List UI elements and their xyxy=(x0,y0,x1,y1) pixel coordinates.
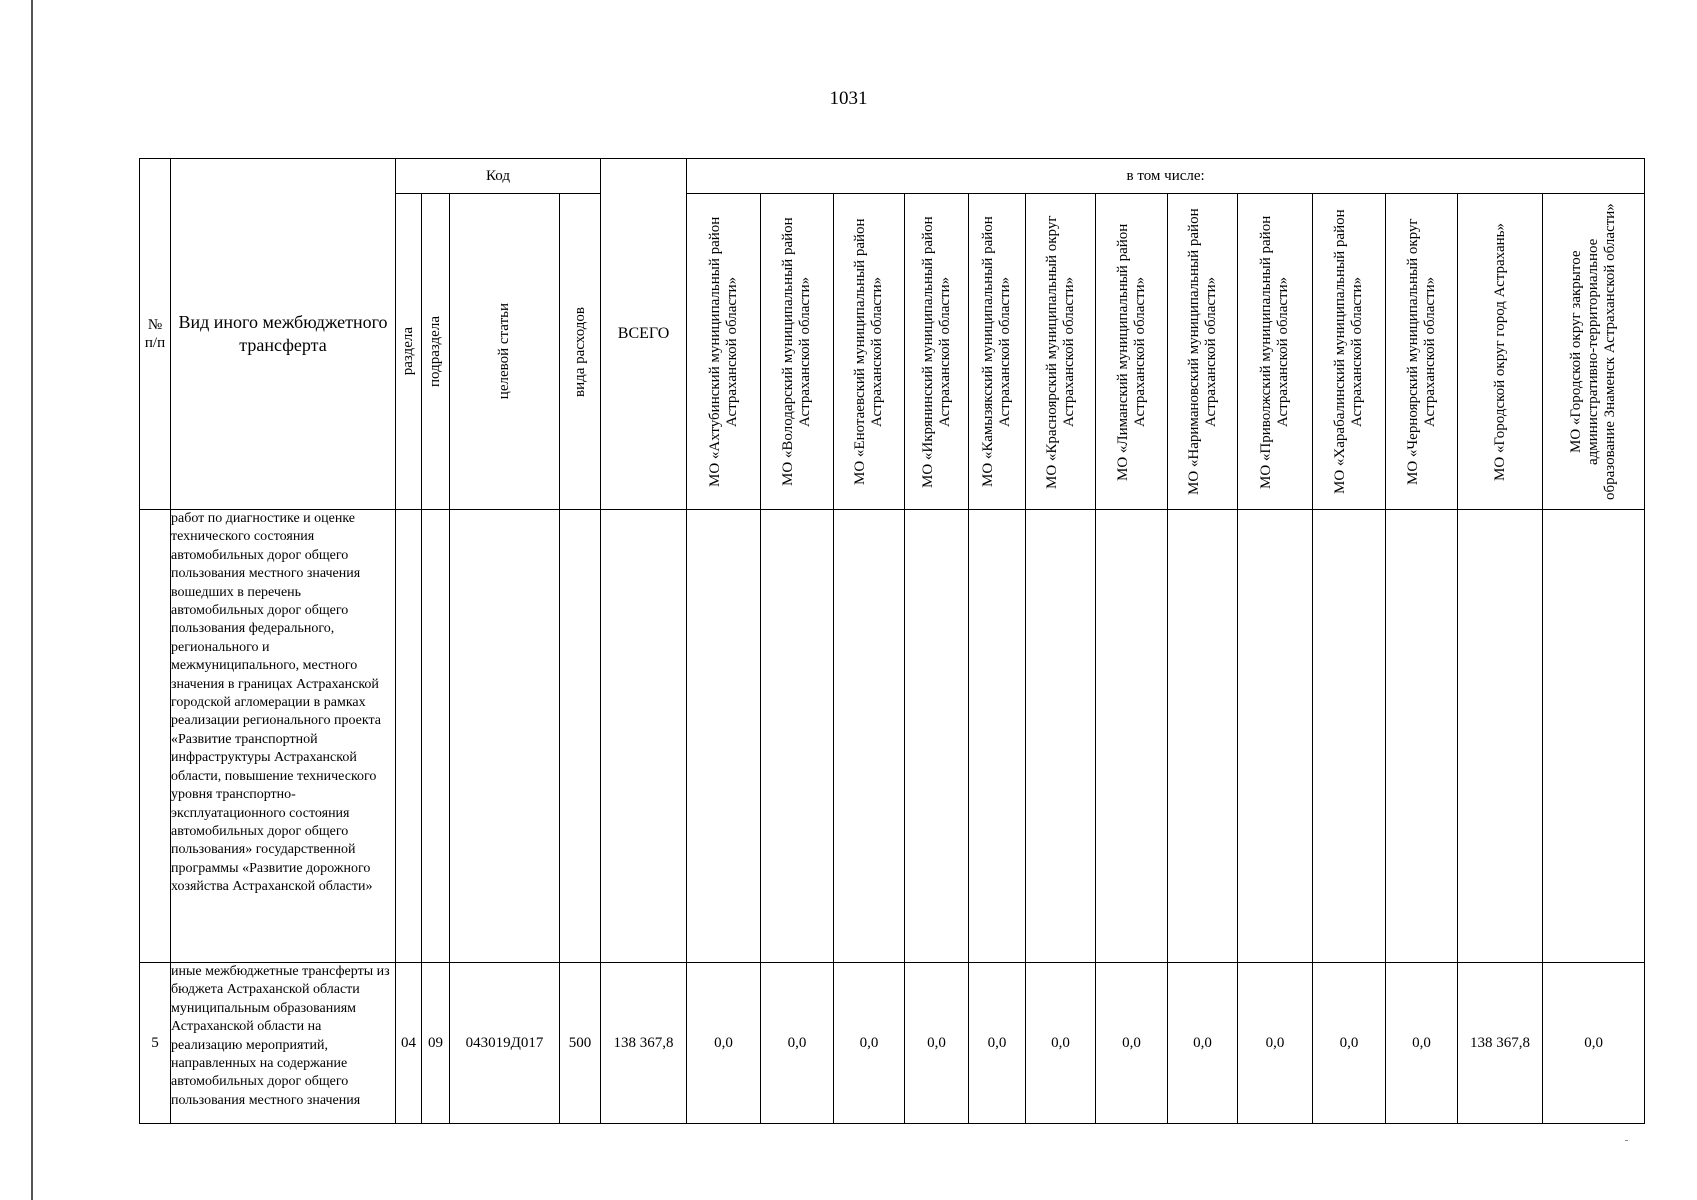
row-expense-type xyxy=(560,510,601,963)
row-value: 0,0 xyxy=(1168,963,1238,1124)
header-municipality: МО «Икрянинский муниципальный район Астраханской области» xyxy=(905,194,969,510)
header-code-subsection: подраздела xyxy=(422,194,450,510)
header-municipality: МО «Камызякский муниципальный район Астраханской области» xyxy=(969,194,1026,510)
row-value xyxy=(687,510,761,963)
row-value: 0,0 xyxy=(761,963,834,1124)
scan-mark xyxy=(1625,1140,1628,1141)
table-row xyxy=(140,510,1645,963)
row-value: 0,0 xyxy=(1313,963,1386,1124)
header-including: в том числе: xyxy=(687,159,1645,194)
header-municipality: МО «Приволжский муниципальный район Астраханской области» xyxy=(1238,194,1313,510)
header-total: ВСЕГО xyxy=(601,159,687,510)
row-value xyxy=(1238,510,1313,963)
row-value xyxy=(1386,510,1458,963)
row-value xyxy=(969,510,1026,963)
row-value: 0,0 xyxy=(1238,963,1313,1124)
header-municipality: МО «Наримановский муниципальный район Астраханской области» xyxy=(1168,194,1238,510)
row-target: 043019Д017 xyxy=(450,963,560,1124)
row-num xyxy=(140,510,171,963)
row-transfer-kind: работ по диагностике и оценке технического состояния автомобильных дорог общего пользования местного значения вошедших в перечень автомобильных дорог общего пользования федерального, регионального и межмуниципального, местного значения в границах Астраханской городской агломерации в рамках реализации регионального проекта «Развитие транспортной инфраструктуры Астраханской области, повышение технического уровня транспортно-эксплуатационного состояния автомобильных дорог общего пользования» государственной программы «Развитие дорожного хозяйства Астраханской области» xyxy=(171,510,396,963)
row-value: 138 367,8 xyxy=(1458,963,1543,1124)
header-municipality: МО «Ахтубинский муниципальный район Астраханской области» xyxy=(687,194,761,510)
row-transfer-kind: иные межбюджетные трансферты из бюджета Астраханской области муниципальным образованиям Астраханской области на реализацию мероприятий, направленных на содержание автомобильных дорог общего пользования местного значения xyxy=(171,963,396,1124)
header-code-section: раздела xyxy=(396,194,422,510)
row-subsection: 09 xyxy=(422,963,450,1124)
row-value: 0,0 xyxy=(969,963,1026,1124)
row-value xyxy=(1026,510,1096,963)
row-value xyxy=(761,510,834,963)
header-transfer-kind: Вид иного межбюджетного трансферта xyxy=(171,159,396,510)
row-total: 138 367,8 xyxy=(601,963,687,1124)
row-value xyxy=(1458,510,1543,963)
header-num: № п/п xyxy=(140,159,171,510)
row-num: 5 xyxy=(140,963,171,1124)
page-number: 1031 xyxy=(829,88,868,109)
row-value xyxy=(1168,510,1238,963)
header-code-expense-type: вида расходов xyxy=(560,194,601,510)
header-municipality: МО «Красноярский муниципальный округ Астраханской области» xyxy=(1026,194,1096,510)
row-value xyxy=(905,510,969,963)
row-value: 0,0 xyxy=(1096,963,1168,1124)
row-expense-type: 500 xyxy=(560,963,601,1124)
row-section: 04 xyxy=(396,963,422,1124)
header-municipality: МО «Черноярский муниципальный округ Астраханской области» xyxy=(1386,194,1458,510)
row-target xyxy=(450,510,560,963)
header-municipality: МО «Городской округ закрытое административно-территориальное образование Знаменск Астраханской области» xyxy=(1543,194,1645,510)
header-municipality: МО «Городской округ город Астрахань» xyxy=(1458,194,1543,510)
row-total xyxy=(601,510,687,963)
header-municipality: МО «Володарский муниципальный район Астраханской области» xyxy=(761,194,834,510)
header-code-target: целевой статьи xyxy=(450,194,560,510)
header-row-top xyxy=(140,159,1645,194)
row-subsection xyxy=(422,510,450,963)
row-value: 0,0 xyxy=(1543,963,1645,1124)
header-municipality: МО «Харабалинский муниципальный район Астраханской области» xyxy=(1313,194,1386,510)
row-value xyxy=(834,510,905,963)
row-value xyxy=(1313,510,1386,963)
row-value xyxy=(1096,510,1168,963)
header-code-group: Код xyxy=(396,159,601,194)
table-row xyxy=(140,963,1645,1124)
row-value: 0,0 xyxy=(834,963,905,1124)
row-value: 0,0 xyxy=(1026,963,1096,1124)
scan-edge-line xyxy=(31,0,33,1200)
header-municipality: МО «Енотаевский муниципальный район Астраханской области» xyxy=(834,194,905,510)
row-section xyxy=(396,510,422,963)
header-municipality: МО «Лиманский муниципальный район Астраханской области» xyxy=(1096,194,1168,510)
transfer-table xyxy=(139,158,1645,1124)
row-value: 0,0 xyxy=(1386,963,1458,1124)
row-value: 0,0 xyxy=(687,963,761,1124)
row-value xyxy=(1543,510,1645,963)
row-value: 0,0 xyxy=(905,963,969,1124)
